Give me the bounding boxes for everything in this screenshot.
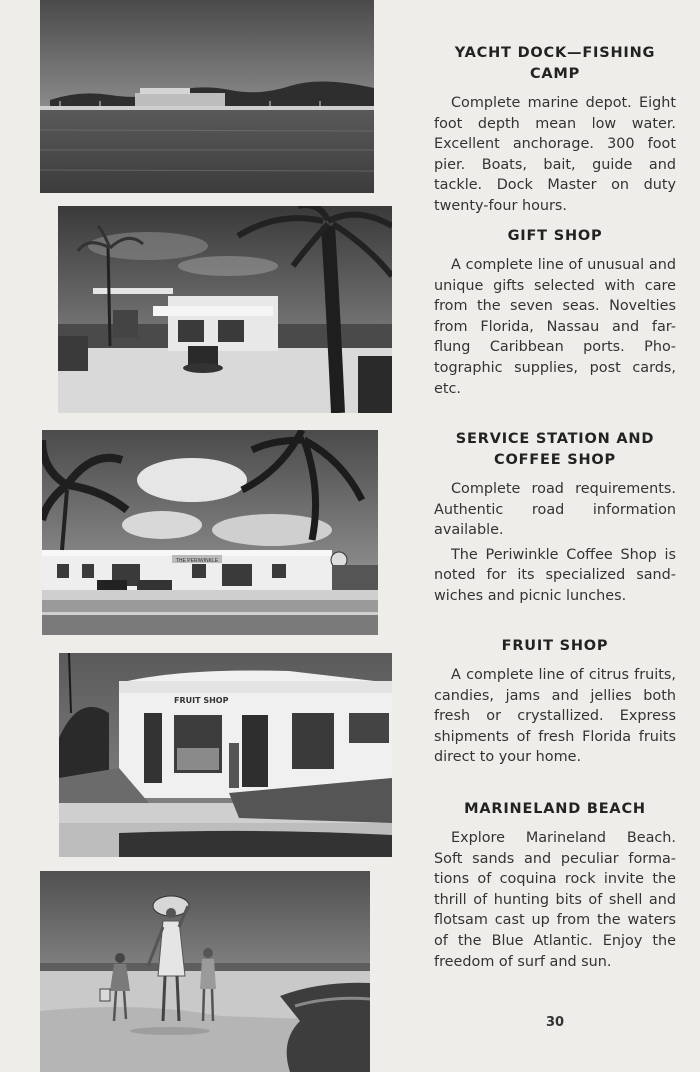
photo-service-station bbox=[42, 430, 378, 635]
section-service-station bbox=[434, 429, 676, 611]
section-body: A complete line of citrus fruits, candies, jams and jellies both fresh or crystallized. Express shipments of fresh Florida fruits direct to your home. bbox=[434, 667, 676, 766]
photo-yacht-dock bbox=[40, 0, 374, 193]
section-heading: GIFT SHOP bbox=[507, 228, 603, 244]
photo-fruit-shop bbox=[59, 653, 392, 857]
fruit-shop-sign: FRUIT SHOP bbox=[174, 696, 229, 705]
section-yacht-dock bbox=[434, 43, 676, 221]
section-body: A complete line of unusual and unique gifts selected with care from the seven seas. Novelties from Florida, Nassau and far-flung Caribbean ports. Photographic supplies, post cards, etc. bbox=[434, 257, 676, 397]
photo-marineland-beach bbox=[40, 871, 370, 1072]
section-marineland-beach bbox=[434, 799, 676, 976]
section-body: The Periwinkle Coffee Shop is noted for its specialized sandwiches and picnic lunches. bbox=[434, 546, 676, 604]
section-heading: FRUIT SHOP bbox=[501, 638, 609, 654]
section-gift-shop bbox=[434, 226, 676, 403]
section-heading: SERVICE STATION AND COFFEE SHOP bbox=[455, 431, 655, 468]
section-body: Explore Marineland Beach. Soft sands and peculiar formations of coquina rock invite the thrill of hunting bits of shell and flotsam cast up from the waters of the Blue Atlantic. Enjoy the freedom of surf and sun. bbox=[434, 830, 676, 970]
page-number: 30 bbox=[546, 1015, 565, 1030]
section-heading: YACHT DOCK—FISHING CAMP bbox=[454, 45, 656, 82]
section-body: Complete road requirements. Authentic road information available. bbox=[434, 481, 676, 539]
periwinkle-sign: THE PERIWINKLE bbox=[175, 558, 219, 564]
section-heading: MARINELAND BEACH bbox=[464, 801, 646, 817]
section-fruit-shop bbox=[434, 636, 676, 772]
section-body: Complete marine depot. Eight foot depth mean low water. Excellent anchorage. 300 foot pier. Boats, bait, guide and tackle. Dock Master on duty twenty-four hours. bbox=[434, 95, 676, 214]
photo-gift-shop bbox=[58, 206, 392, 413]
